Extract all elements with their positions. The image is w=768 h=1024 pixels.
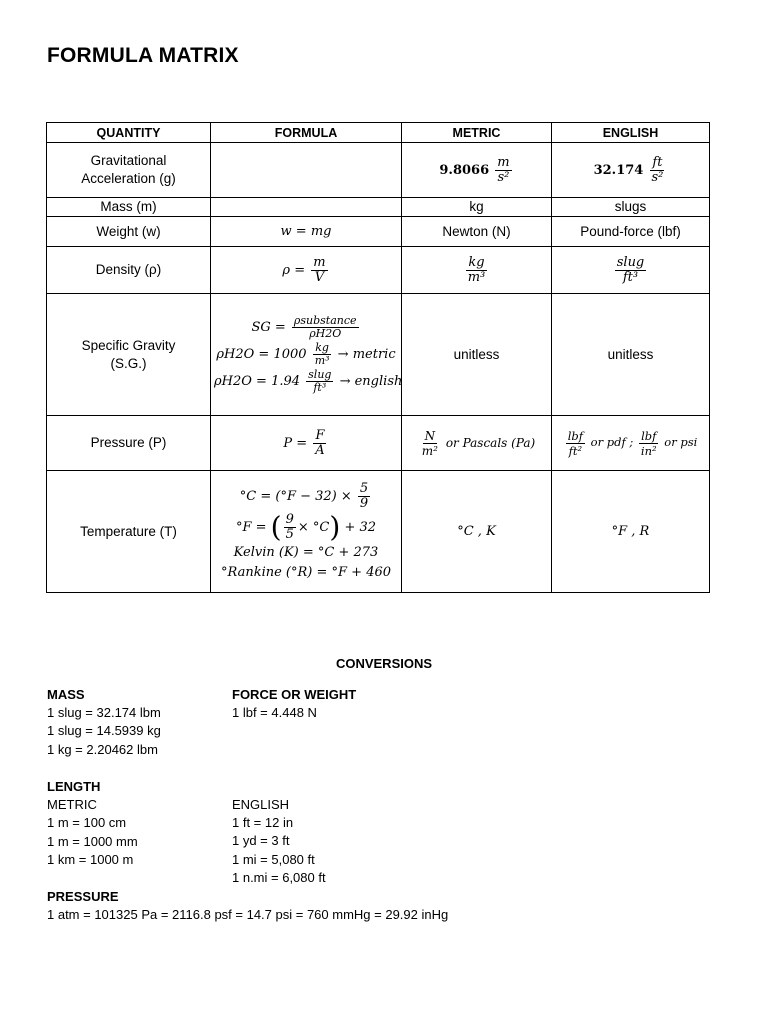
english-cell: Pound-force (lbf) xyxy=(552,217,710,247)
metric-label: METRIC xyxy=(47,797,97,813)
metric-cell xyxy=(402,416,552,471)
metric-units: °C , K xyxy=(457,524,496,539)
length-heading: LENGTH xyxy=(47,779,101,794)
frac-den: ft³ xyxy=(313,381,327,394)
metric-cell: Newton (N) xyxy=(402,217,552,247)
metric-cell xyxy=(402,143,552,198)
quantity-cell: Temperature (T) xyxy=(47,471,211,593)
formula-rhs: → metric xyxy=(337,347,396,362)
header-english: ENGLISH xyxy=(552,123,710,143)
frac-den: ft² xyxy=(568,443,583,458)
list-item: 1 mi = 5,080 ft xyxy=(232,851,315,867)
quantity-cell: Specific Gravity (S.G.) xyxy=(47,294,211,416)
metric-cell: kg xyxy=(402,198,552,217)
frac-den: s² xyxy=(497,169,510,185)
frac-num: N xyxy=(424,428,436,443)
table-row xyxy=(47,416,710,471)
frac-den: m³ xyxy=(467,269,486,285)
frac-den: V xyxy=(314,269,325,285)
frac-den: 9 xyxy=(359,495,369,511)
table-row xyxy=(47,294,710,416)
frac-den: m² xyxy=(421,443,438,458)
frac-num: ft xyxy=(652,154,663,170)
list-item: 1 ft = 12 in xyxy=(232,815,294,831)
english-value: 32.174 xyxy=(593,162,644,178)
formula-matrix-table xyxy=(46,122,710,593)
rankine-formula: °Rankine (°R) = °F + 460 xyxy=(220,564,392,580)
frac-num: slug xyxy=(616,254,645,270)
metric-cell xyxy=(402,247,552,294)
frac-num: m xyxy=(313,254,326,270)
list-item: 1 atm = 101325 Pa = 2116.8 psf = 14.7 psi = 760 mmHg = 29.92 inHg xyxy=(47,907,449,923)
force-heading: FORCE OR WEIGHT xyxy=(232,687,357,702)
list-item: 1 slug = 32.174 lbm xyxy=(47,705,161,721)
frac-den: m³ xyxy=(314,354,330,367)
formula-lhs: SG = xyxy=(251,320,286,335)
force-conversions xyxy=(232,686,356,722)
table-row xyxy=(47,198,710,217)
frac-num: lbf xyxy=(567,428,583,443)
kelvin-formula: Kelvin (K) = °C + 273 xyxy=(233,544,379,560)
conversions-title: CONVERSIONS xyxy=(335,656,433,671)
metric-value: 9.8066 xyxy=(439,162,490,178)
frac-num: slug xyxy=(308,368,332,381)
frac-num: lbf xyxy=(641,428,657,443)
english-label: ENGLISH xyxy=(232,797,290,812)
pressure-conversions xyxy=(47,888,448,924)
header-formula: FORMULA xyxy=(211,123,402,143)
metric-cell xyxy=(402,471,552,593)
quantity-cell: Pressure (P) xyxy=(47,416,211,471)
length-english-conversions xyxy=(232,796,326,887)
formula-rhs: or Pascals (Pa) xyxy=(445,435,536,450)
table-row xyxy=(47,471,710,593)
formula-lhs: P = xyxy=(283,435,308,451)
list-item: 1 n.mi = 6,080 ft xyxy=(232,869,326,885)
header-metric: METRIC xyxy=(402,123,552,143)
formula-cell xyxy=(211,247,402,294)
formula-lhs: ρH2O = 1000 xyxy=(216,347,307,362)
frac-num: ρsubstance xyxy=(293,314,357,327)
quantity-cell: Mass (m) xyxy=(47,198,211,217)
quantity-cell: Weight (w) xyxy=(47,217,211,247)
english-cell xyxy=(552,247,710,294)
english-cell xyxy=(552,143,710,198)
table-row xyxy=(47,217,710,247)
metric-cell: unitless xyxy=(402,294,552,416)
list-item: 1 lbf = 4.448 N xyxy=(232,705,317,721)
formula-rhs: → english xyxy=(339,374,403,389)
mass-heading: MASS xyxy=(47,687,85,702)
list-item: 1 m = 100 cm xyxy=(47,815,127,831)
formula-tail: + 32 xyxy=(344,519,377,535)
list-item: 1 km = 1000 m xyxy=(47,851,134,867)
frac-den: ft³ xyxy=(622,269,639,285)
header-quantity: QUANTITY xyxy=(47,123,211,143)
frac-den: ρH2O xyxy=(309,327,342,340)
frac-num: F xyxy=(315,427,325,443)
english-cell xyxy=(552,416,710,471)
formula-lhs: ρH2O = 1.94 xyxy=(214,374,301,389)
page-title: FORMULA MATRIX xyxy=(47,44,239,67)
formula-cell xyxy=(211,416,402,471)
frac-den: in² xyxy=(640,443,657,458)
english-cell xyxy=(552,471,710,593)
quantity-cell: Density (ρ) xyxy=(47,247,211,294)
frac-num: kg xyxy=(468,254,485,270)
table-header-row xyxy=(47,123,710,143)
formula-lhs: ρ = xyxy=(282,262,306,278)
list-item: 1 yd = 3 ft xyxy=(232,833,290,849)
formula-lhs: °F = xyxy=(235,519,267,535)
formula-cell xyxy=(211,143,402,198)
table-row xyxy=(47,143,710,198)
formula-cell: °C = (°F − 32) × $\frac{5}{9}$ °F = ( $\frac{9}{5}$ × °C) + 32 Kelvin (K) = °C + 273 °Rankine (°R) = °F + 460 xyxy=(211,471,402,593)
quantity-cell: Gravitational Acceleration (g) xyxy=(47,143,211,198)
list-item: 1 kg = 2.20462 lbm xyxy=(47,741,158,757)
formula-lhs: °C = (°F − 32) × xyxy=(239,488,352,504)
list-item: 1 m = 1000 mm xyxy=(47,833,138,849)
list-item: 1 slug = 14.5939 kg xyxy=(47,723,161,739)
frac-den: s² xyxy=(651,169,664,185)
formula-mid: or pdf ; xyxy=(590,435,634,449)
frac-den: A xyxy=(315,442,325,458)
formula-cell xyxy=(211,198,402,217)
formula-rhs: × °C xyxy=(297,519,330,535)
frac-num: m xyxy=(497,154,510,170)
formula-rhs: or psi xyxy=(664,435,698,449)
frac-num: kg xyxy=(315,341,329,354)
english-cell: slugs xyxy=(552,198,710,217)
weight-formula: w = mg xyxy=(280,224,332,239)
english-cell: unitless xyxy=(552,294,710,416)
formula-cell xyxy=(211,217,402,247)
table-row xyxy=(47,247,710,294)
frac-num: 5 xyxy=(359,480,369,496)
pressure-heading: PRESSURE xyxy=(47,889,119,904)
english-units: °F , R xyxy=(611,524,650,539)
formula-cell xyxy=(211,294,402,416)
length-metric-conversions xyxy=(47,778,138,869)
mass-conversions xyxy=(47,686,161,759)
frac-num: 9 xyxy=(285,511,294,527)
frac-den: 5 xyxy=(285,526,294,542)
